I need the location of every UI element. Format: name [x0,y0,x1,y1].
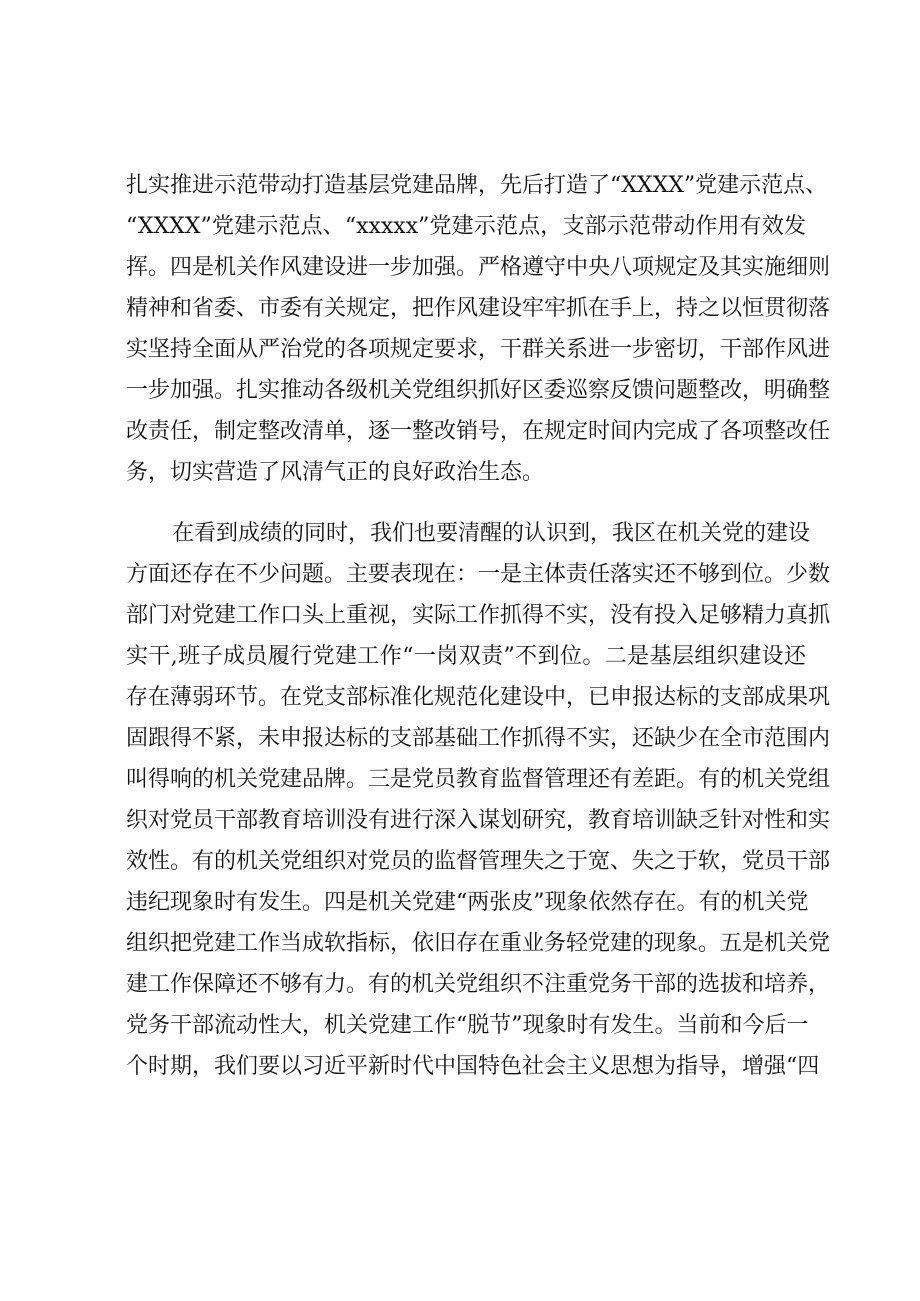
paragraph-line: 固跟得不紧，未申报达标的支部基础工作抓得不实，还缺少在全市范围内 [126,726,831,751]
paragraph-line: 党务干部流动性大，机关党建工作“脱节”现象时有发生。当前和今后一 [126,1013,809,1038]
paragraph-line: 精神和省委、市委有关规定，把作风建设牢牢抓在手上，持之以恒贯彻落 [126,296,831,321]
paragraph-line: 在看到成绩的同时，我们也要清醒的认识到，我区在机关党的建设 [172,521,811,546]
paragraph-line: 扎实推进示范带动打造基层党建品牌，先后打造了“XXXX”党建示范点、 [126,173,828,198]
paragraph-line: 实坚持全面从严治党的各项规定要求，干群关系进一步密切，干部作风进 [126,337,831,362]
paragraph-line: 存在薄弱环节。在党支部标准化规范化建设中，已申报达标的支部成果巩 [126,685,831,710]
paragraph-line: “XXXX”党建示范点、“xxxxx”党建示范点，支部示范带动作用有效发 [126,214,806,239]
paragraph-line: 叫得响的机关党建品牌。三是党员教育监督管理还有差距。有的机关党组 [126,767,831,792]
paragraph-line: 挥。四是机关作风建设进一步加强。严格遵守中央八项规定及其实施细则 [126,255,831,280]
paragraph-line: 个时期，我们要以习近平新时代中国特色社会主义思想为指导，增强“四 [126,1054,820,1079]
paragraph-line: 务，切实营造了风清气正的良好政治生态。 [126,460,545,485]
paragraph-line: 织对党员干部教育培训没有进行深入谋划研究，教育培训缺乏针对性和实 [126,808,831,833]
paragraph-line: 违纪现象时有发生。四是机关党建“两张皮”现象依然存在。有的机关党 [126,890,809,915]
paragraph-line: 部门对党建工作口头上重视，实际工作抓得不实，没有投入足够精力真抓 [126,603,831,628]
paragraph-line: 建工作保障还不够有力。有的机关党组织不注重党务干部的选拔和培养， [126,972,831,997]
paragraph-line: 实干,班子成员履行党建工作“一岗双责”不到位。二是基层组织建设还 [126,644,806,669]
paragraph-line: 一步加强。扎实推动各级机关党组织抓好区委巡察反馈问题整改，明确整 [126,378,831,403]
paragraph-line: 组织把党建工作当成软指标，依旧存在重业务轻党建的现象。五是机关党 [126,931,831,956]
paragraph-line: 方面还存在不少问题。主要表现在：一是主体责任落实还不够到位。少数 [126,562,831,587]
paragraph-line: 改责任，制定整改清单，逐一整改销号，在规定时间内完成了各项整改任 [126,419,831,444]
paragraph-line: 效性。有的机关党组织对党员的监督管理失之于宽、失之于软，党员干部 [126,849,831,874]
